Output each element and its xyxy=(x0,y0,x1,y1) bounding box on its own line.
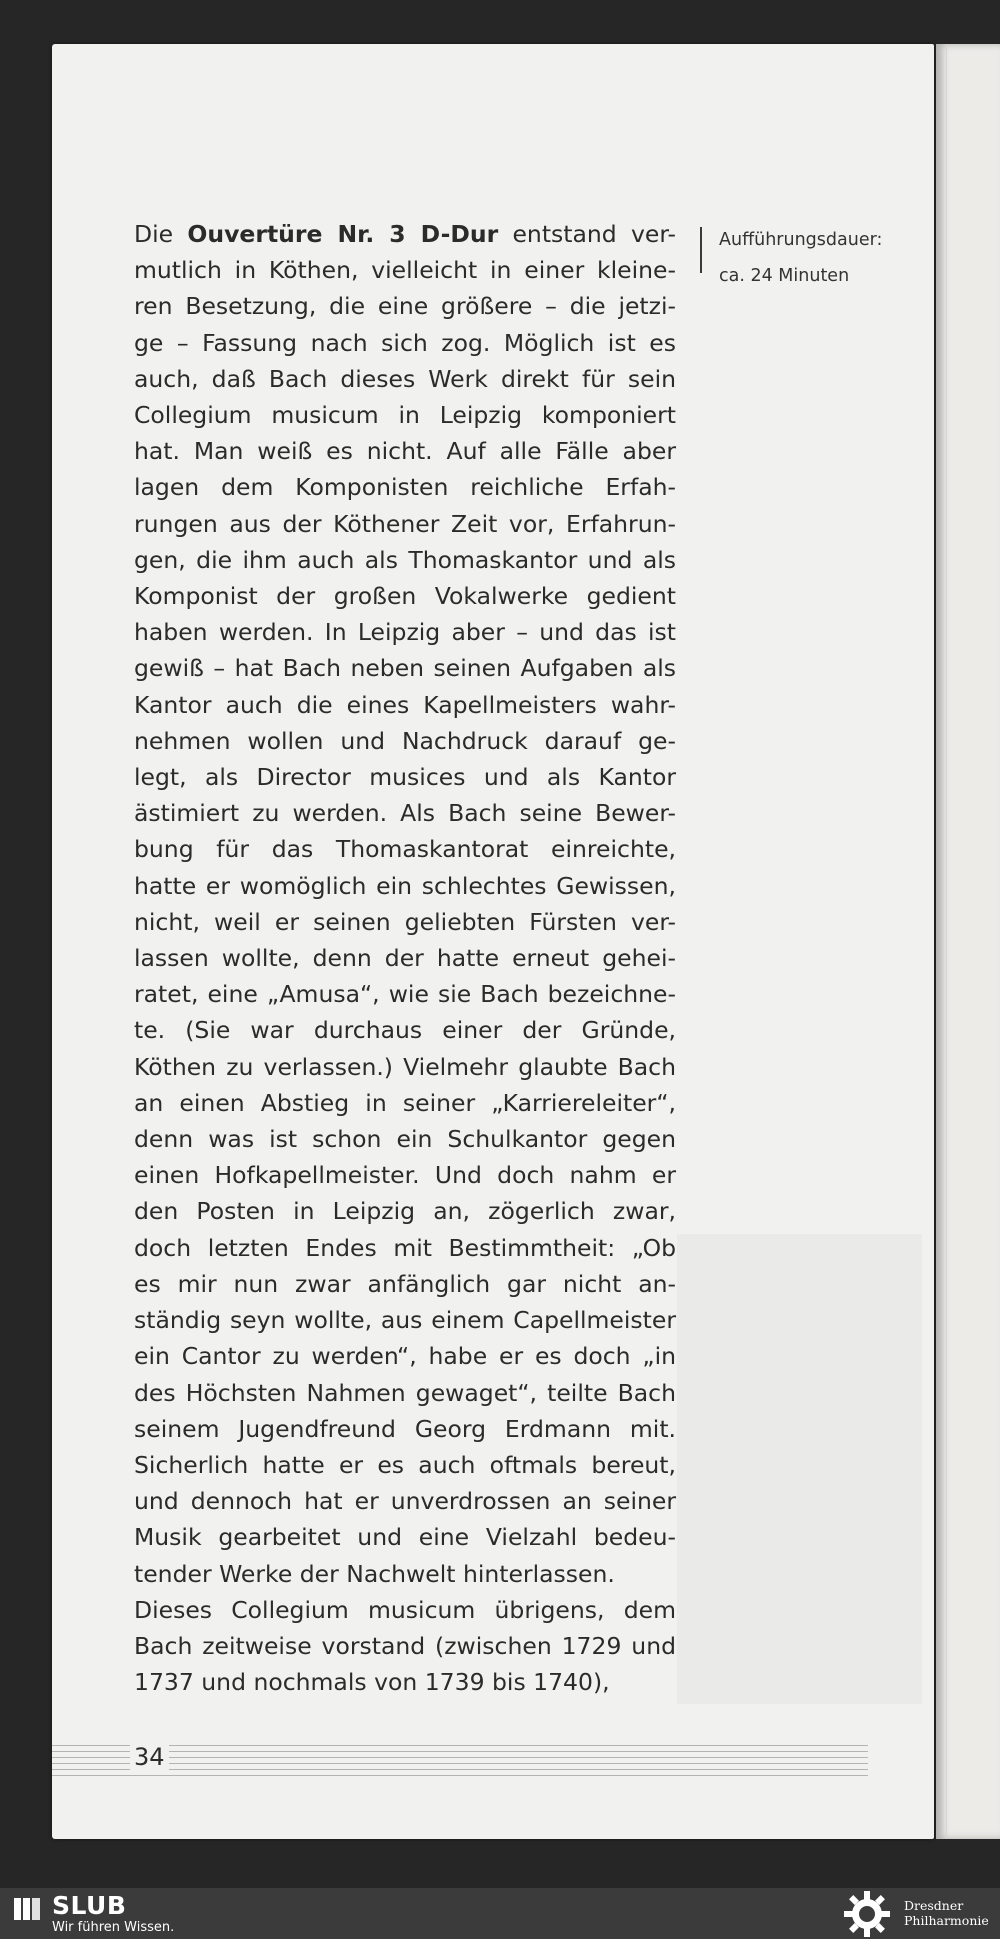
partner-name-line2: Philharmonie xyxy=(904,1913,989,1928)
text-line: bung für das Thomaskantorat einreichte, xyxy=(134,835,676,864)
text-line: seinem Jugendfreund Georg Erdmann mit. xyxy=(134,1414,676,1443)
text-line: gen, die ihm auch als Thomaskantor und als xyxy=(134,545,676,574)
text-line: es mir nun zwar anfänglich gar nicht an- xyxy=(134,1269,676,1298)
text-line: doch letzten Endes mit Bestimmtheit: „Ob xyxy=(134,1233,676,1262)
text-line: und dennoch hat er unverdrossen an seiner xyxy=(134,1487,676,1516)
library-tagline: Wir führen Wissen. xyxy=(52,1920,175,1935)
page-number: 34 xyxy=(130,1743,169,1771)
text-line: haben werden. In Leipzig aber – und das ist xyxy=(134,618,676,647)
text-line: ratet, eine „Amusa“, wie sie Bach bezeichne- xyxy=(134,980,676,1009)
margin-note xyxy=(719,222,882,294)
text-line: hat. Man weiß es nicht. Auf alle Fälle aber xyxy=(134,437,676,466)
text-line: Köthen zu verlassen.) Vielmehr glaubte Bach xyxy=(134,1052,676,1081)
partner-name-line1: Dresdner xyxy=(904,1898,964,1913)
text-line: Sicherlich hatte er es auch oftmals bereut, xyxy=(134,1450,676,1479)
margin-rule xyxy=(700,227,702,273)
text-line: den Posten in Leipzig an, zögerlich zwar, xyxy=(134,1197,676,1226)
show-through-block xyxy=(677,1234,922,1704)
text-line: Collegium musicum in Leipzig komponiert xyxy=(134,401,676,430)
text-line: lagen dem Komponisten reichliche Erfah- xyxy=(134,473,676,502)
body-text xyxy=(134,216,676,1700)
text-line: gewiß – hat Bach neben seinen Aufgaben als xyxy=(134,654,676,683)
text-run: Die xyxy=(134,220,188,248)
text-line: Kantor auch die eines Kapellmeisters wahr- xyxy=(134,690,676,719)
work-title: Ouvertüre Nr. 3 D-Dur xyxy=(187,220,499,248)
text-line: ge – Fassung nach sich zog. Möglich ist es xyxy=(134,328,676,357)
text-run: entstand ver- xyxy=(498,220,677,248)
text-line: lassen wollte, denn der hatte erneut gehei- xyxy=(134,944,676,973)
text-line: ständig seyn wollte, aus einem Capellmeister xyxy=(134,1306,676,1335)
text-line: ein Cantor zu werden“, habe er es doch „in xyxy=(134,1342,676,1371)
text-line: ren Besetzung, die eine größere – die jetzi- xyxy=(134,292,676,321)
philharmonie-logo-icon[interactable] xyxy=(842,1889,892,1939)
text-line: Bach zeitweise vorstand (zwischen 1729 und xyxy=(134,1631,676,1660)
slub-logo-icon[interactable] xyxy=(12,1894,42,1924)
text-line: auch, daß Bach dieses Werk direkt für sein xyxy=(134,364,676,393)
text-line: tender Werke der Nachwelt hinterlassen. xyxy=(134,1559,615,1588)
text-line: te. (Sie war durchaus einer der Gründe, xyxy=(134,1016,676,1045)
partner-name[interactable] xyxy=(904,1898,989,1928)
text-line: nicht, weil er seinen geliebten Fürsten ver- xyxy=(134,907,676,936)
document-page xyxy=(52,44,934,1839)
staff-lines xyxy=(52,1745,868,1781)
text-line: denn was ist schon ein Schulkantor gegen xyxy=(134,1125,676,1154)
text-line: 1737 und nochmals von 1739 bis 1740), xyxy=(134,1668,610,1697)
duration-value: ca. 24 Minuten xyxy=(719,266,850,286)
text-line: hatte er womöglich ein schlechtes Gewissen, xyxy=(134,871,676,900)
text-line: mutlich in Köthen, vielleicht in einer kleine- xyxy=(134,256,676,285)
text-line: Musik gearbeitet und eine Vielzahl bedeu- xyxy=(134,1523,676,1552)
text-line: legt, als Director musices und als Kantor xyxy=(134,763,676,792)
text-line: nehmen wollen und Nachdruck darauf ge- xyxy=(134,726,676,755)
library-name[interactable]: SLUB xyxy=(52,1891,127,1920)
text-line: des Höchsten Nahmen gewaget“, teilte Bach xyxy=(134,1378,676,1407)
facing-page-edge xyxy=(936,44,1000,1839)
text-line: ästimiert zu werden. Als Bach seine Bewer- xyxy=(134,799,676,828)
text-line: rungen aus der Köthener Zeit vor, Erfahrun- xyxy=(134,509,676,538)
text-line: Dieses Collegium musicum übrigens, dem xyxy=(134,1595,676,1624)
text-line xyxy=(134,216,676,252)
duration-label: Aufführungsdauer: xyxy=(719,230,883,250)
text-line: einen Hofkapellmeister. Und doch nahm er xyxy=(134,1161,676,1190)
text-line: an einen Abstieg in seiner „Karriereleiter“, xyxy=(134,1088,676,1117)
text-line: Komponist der großen Vokalwerke gedient xyxy=(134,582,676,611)
footer-bar xyxy=(0,1888,1000,1939)
